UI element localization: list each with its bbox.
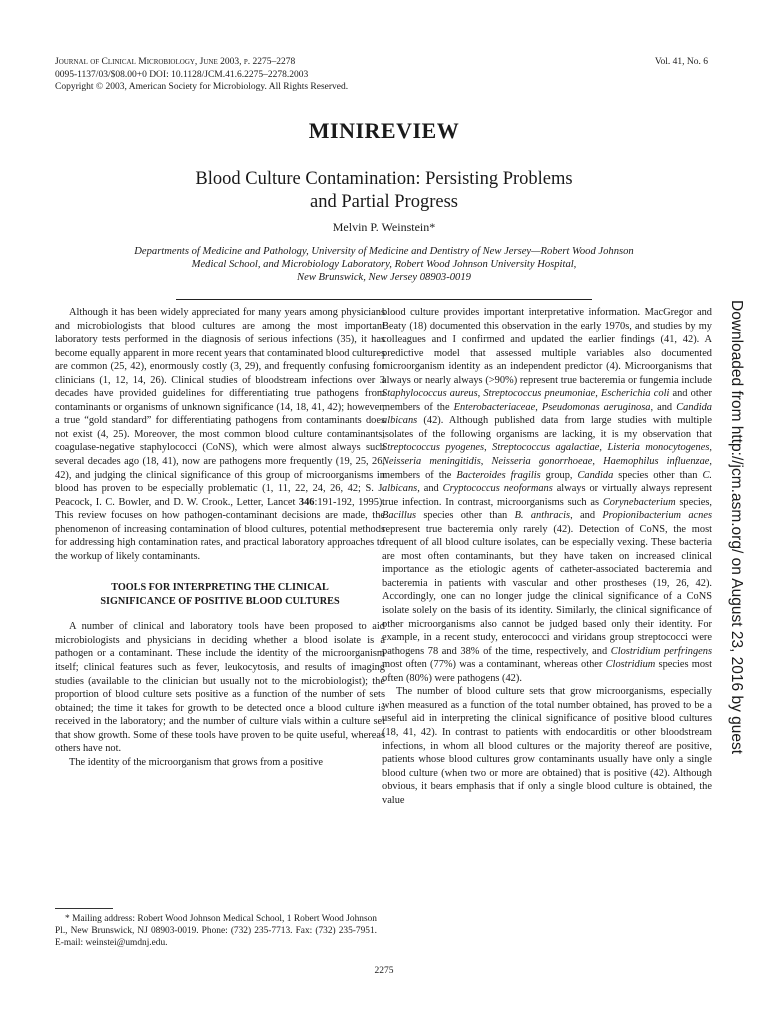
article-title bbox=[0, 168, 768, 214]
intro-paragraph: Although it has been widely appreciated for many years among physicians and microbiologists that blood cultures are among the most important laboratory tests performed in the diagnosis of serious infections (35), it has become equally apparent in more recent years that contaminated blood cultures are common (25, 42), enormously costly (3, 29), and frequently confusing for clinicians (1, 12, 14, 26). Clinical studies of bloodstream infections over 3 decades have provided guidelines for differentiating true pathogens from contaminants or organisms of unknown significance (14, 18, 41, 42); however, a true “gold standard” for differentiating pathogens from contaminants does not exist (4, 25). Moreover, the most common blood culture contaminants, coagulase-negative staphylococci (CoNS), which were almost always such several decades ago (18, 41), now are pathogens more frequently (19, 25, 26, 42), and judging the clinical significance of this group of microorganisms in blood has proven to be especially problematic (1, 11, 22, 24, 26, 42; S. J. Peacock, I. C. Bowler, and D. W. Crook., Letter, Lancet 346:191-192, 1995). This review focuses on how pathogen-contaminant decisions are made, the phenomenon of increasing contamination of blood cultures, potential methods for addressing high contamination rates, and practical laboratory approaches to the workup of likely contaminants. bbox=[55, 307, 385, 562]
volume-issue: Vol. 41, No. 6 bbox=[654, 57, 708, 67]
right-column bbox=[382, 306, 712, 807]
body-paragraph: blood culture provides important interpretative information. MacGregor and Beaty (18) documented this observation in the early 1970s, and studies by my colleagues and I confirmed and updated the earlier findings (41, 42). A predictive model that assessed multiple variables also documented microorganism identity as an independent predictor (4). Microorganisms that always or nearly always (>90%) represent true bacteremia or fungemia include Staphylococcus aureus, Streptococcus pneumoniae, Escherichia coli and other members of the Enterobacteriaceae, Pseudomonas aeruginosa, and Candida albicans (42). Although published data from large studies with multiple isolates of the following organisms are lacking, it is my observation that Streptococcus pyogenes, Streptococcus agalactiae, Listeria monocytogenes, Neisseria meningitidis, Neisseria gonorrhoeae, Haemophilus influenzae, members of the Bacteroides fragilis group, Candida species other than C. albicans, and Cryptococcus neoformans always or virtually always represent true infection. In contrast, microorganisms such as Corynebacterium species, Bacillus species other than B. anthracis, and Propionibacterium acnes represent true bacteremia only rarely (42). Detection of CoNS, the most frequent of all blood culture isolates, can be especially vexing. These bacteria are most often contaminants, but they have taken on increased clinical importance as the etiologic agents of catheter-associated bacteremia and bacteremia in patients with vascular and other prostheses (19, 26, 42). Accordingly, one can no longer judge the clinical significance of a CoNS isolate solely on the basis of its identity. Similarly, the clinical significance of other microorganisms also cannot be judged based only their identity. For example, in a recent study, enterococci and viridans group streptococci were pathogens 78 and 38% of the time, respectively, and Clostridium perfringens most often (77%) was a contaminant, whereas other Clostridium species most often (80%) were pathogens (42). bbox=[382, 307, 712, 684]
journal-header bbox=[55, 56, 575, 94]
body-paragraph: The identity of the microorganism that grows from a positive bbox=[69, 756, 324, 768]
affiliation-line: Medical School, and Microbiology Laboratory, Robert Wood Johnson University Hospital, bbox=[191, 259, 577, 271]
left-column bbox=[55, 306, 385, 769]
correspondence-footnote: * Mailing address: Robert Wood Johnson Medical School, 1 Robert Wood Johnson Pl., New Brunswick, NJ 08903-0019. Phone: (732) 235-7713. Fax: (732) 235-7951. E-mail: weinstei@umdnj.edu. bbox=[55, 914, 377, 948]
affiliation-line: Departments of Medicine and Pathology, University of Medicine and Dentistry of New Jersey—Robert Wood Johnson bbox=[134, 246, 634, 257]
doi-line: 0095-1137/03/$08.00+0 DOI: 10.1128/JCM.41.6.2275–2278.2003 bbox=[55, 69, 309, 80]
copyright-line: Copyright © 2003, American Society for Microbiology. All Rights Reserved. bbox=[55, 82, 349, 92]
journal-citation: Journal of Clinical Microbiology, June 2003, p. 2275–2278 bbox=[55, 57, 296, 67]
body-paragraph: The number of blood culture sets that grow microorganisms, especially when measured as a function of the total number obtained, has proved to be a useful aid in interpreting the clinical significance of positive blood cultures (18, 41, 42). In contrast to patients with endocarditis or other bloodstream infections, in whom all blood cultures or the majority thereof are positive, patients whose blood cultures grow contaminants usually have only a single blood culture (when two or more are obtained) that is positive (42). Although obvious, it bears emphasis that if only a single blood culture is obtained, the value bbox=[382, 686, 712, 806]
author-name: Melvin P. Weinstein* bbox=[332, 220, 436, 234]
affiliation-line: New Brunswick, New Jersey 08903-0019 bbox=[297, 272, 471, 284]
page-number: 2275 bbox=[374, 966, 394, 976]
footnote-divider bbox=[55, 908, 113, 909]
author-affiliation bbox=[80, 245, 688, 285]
section-heading: TOOLS FOR INTERPRETING THE CLINICAL SIGNIFICANCE OF POSITIVE BLOOD CULTURES bbox=[100, 582, 340, 607]
title-line: and Partial Progress bbox=[310, 192, 458, 212]
body-paragraph: A number of clinical and laboratory tools have been proposed to aid microbiologists and physicians in deciding whether a blood isolate is a pathogen or a contaminant. These include the identity of the microorganism itself; clinical features such as fever, leukocytosis, and results of imaging studies (available to the clinician but usually not to the microbiologist); the proportion of blood culture sets positive as a function of the number of sets obtained; the time it takes for growth to be detected once a blood culture is received in the laboratory; and the number of culture vials within a culture set that show growth. Some of these tools have proven to be quite useful, whereas others have not. bbox=[55, 621, 385, 755]
title-line: Blood Culture Contamination: Persisting Problems bbox=[195, 169, 573, 189]
header-divider bbox=[176, 299, 592, 300]
download-watermark: Downloaded from http://jcm.asm.org/ on August 23, 2016 by guest bbox=[728, 300, 745, 755]
section-label: MINIREVIEW bbox=[308, 118, 460, 143]
